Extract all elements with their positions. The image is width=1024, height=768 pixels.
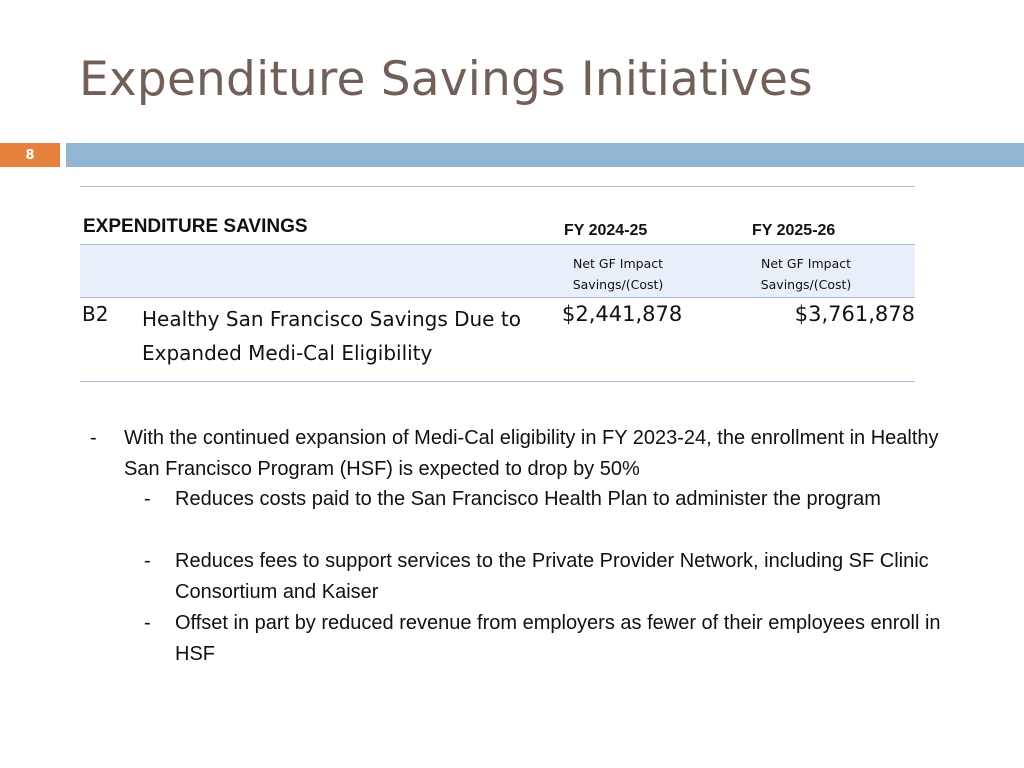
sub-bullet-2 <box>144 546 965 608</box>
table-bottom-rule <box>80 381 915 382</box>
sub-bullet-3 <box>144 608 965 670</box>
savings-table <box>80 186 915 382</box>
column-subheader-fy2025-26 <box>736 253 876 295</box>
sub-bullet-text: Reduces fees to support services to the Private Provider Network, including SF Clinic Consortium and Kaiser <box>175 550 929 603</box>
sub-bullet-1 <box>144 484 965 515</box>
sub-bullet-text: Offset in part by reduced revenue from employers as fewer of their employees enroll in HSF <box>175 612 941 665</box>
table-top-rule <box>80 186 915 187</box>
bullet-main-text: With the continued expansion of Medi-Cal eligibility in FY 2023-24, the enrollment in Healthy San Francisco Program (HSF) is expected to drop by 50% <box>124 427 939 480</box>
column-subheader-line1: Net GF Impact <box>573 256 663 271</box>
page-number-badge: 8 <box>0 143 60 167</box>
column-header-fy2025-26: FY 2025-26 <box>752 222 836 239</box>
column-subheader-fy2024-25 <box>548 253 688 295</box>
bullet-dash: - <box>90 427 97 449</box>
row-id-cell: B2 <box>82 302 109 326</box>
slide-title: Expenditure Savings Initiatives <box>79 52 813 107</box>
row-value-fy2024-25: $2,441,878 <box>562 302 683 326</box>
sub-bullet-text: Reduces costs paid to the San Francisco Health Plan to administer the program <box>175 488 881 510</box>
row-value-fy2025-26: $3,761,878 <box>794 302 915 326</box>
bullet-main <box>90 423 944 485</box>
column-header-fy2024-25: FY 2024-25 <box>564 222 648 239</box>
column-subheader-line2: Savings/(Cost) <box>760 277 852 292</box>
column-subheader-line2: Savings/(Cost) <box>572 277 664 292</box>
bullet-dash: - <box>144 612 151 634</box>
header-accent-bar <box>66 143 1024 167</box>
row-description-cell: Healthy San Francisco Savings Due to Expanded Medi-Cal Eligibility <box>142 307 521 365</box>
table-header-label: EXPENDITURE SAVINGS <box>83 216 308 237</box>
bullet-dash: - <box>144 550 151 572</box>
bullet-dash: - <box>144 488 151 510</box>
column-subheader-line1: Net GF Impact <box>761 256 851 271</box>
